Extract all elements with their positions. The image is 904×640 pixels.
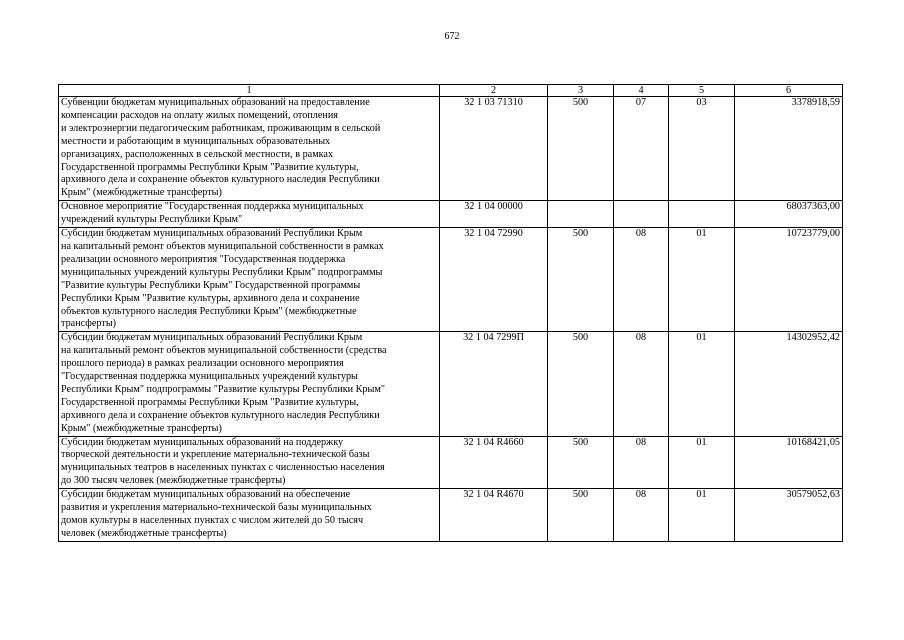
row-description: Субсидии бюджетам муниципальных образований Республики Крым на капитальный ремонт объектов муниципальной собственности (средства прошлого периода) в рамках реализации основного мероприятия "Государственная поддержка муниципальных учреждений культуры Республики Крым" подпрограммы "Развитие культуры Республики Крым" Государственной программы Республики Крым "Развитие культуры, архивного дела и сохранение объектов культурного наследия Республики Крым" (межбюджетные трансферты) [59,332,440,436]
row-amount: 3378918,59 [735,97,843,201]
row-section: 08 [614,489,669,542]
table-row [59,489,843,542]
row-target-code: 32 1 04 R4670 [440,489,548,542]
row-target-code: 32 1 04 7299П [440,332,548,436]
row-subsection: 03 [669,97,735,201]
column-header: 4 [614,85,669,97]
row-section [614,201,669,228]
row-amount: 10723779,00 [735,228,843,332]
row-target-code: 32 1 04 72990 [440,228,548,332]
column-header: 1 [59,85,440,97]
table-row [59,436,843,489]
row-amount: 68037363,00 [735,201,843,228]
row-amount: 14302952,42 [735,332,843,436]
page-number: 672 [444,31,460,42]
column-header: 6 [735,85,843,97]
table-row [59,228,843,332]
row-amount: 30579052,63 [735,489,843,542]
row-target-code: 32 1 03 71310 [440,97,548,201]
row-expense-type [548,201,614,228]
row-section: 08 [614,228,669,332]
row-subsection: 01 [669,332,735,436]
column-header: 2 [440,85,548,97]
row-section: 07 [614,97,669,201]
row-target-code: 32 1 04 00000 [440,201,548,228]
row-expense-type: 500 [548,332,614,436]
row-description: Субсидии бюджетам муниципальных образований на обеспечение развития и укрепления материально-технической базы муниципальных домов культуры в населенных пунктах с числом жителей до 50 тысяч человек (межбюджетные трансферты) [59,489,440,542]
row-subsection: 01 [669,228,735,332]
row-amount: 10168421,05 [735,436,843,489]
row-section: 08 [614,332,669,436]
column-header: 3 [548,85,614,97]
row-subsection [669,201,735,228]
column-header: 5 [669,85,735,97]
row-expense-type: 500 [548,436,614,489]
table-row [59,332,843,436]
row-description: Субсидии бюджетам муниципальных образований Республики Крым на капитальный ремонт объектов муниципальной собственности в рамках реализации основного мероприятия "Государственная поддержка муниципальных учреждений культуры Республики Крым" подпрограммы "Развитие культуры Республики Крым" Государственной программы Республики Крым "Развитие культуры, архивного дела и сохранение объектов культурного наследия Республики Крым" (межбюджетные трансферты) [59,228,440,332]
row-description: Основное мероприятие "Государственная поддержка муниципальных учреждений культуры Республики Крым" [59,201,440,228]
table-header-row [59,85,843,97]
row-expense-type: 500 [548,228,614,332]
row-section: 08 [614,436,669,489]
row-subsection: 01 [669,436,735,489]
row-target-code: 32 1 04 R4660 [440,436,548,489]
row-expense-type: 500 [548,489,614,542]
table-row [59,201,843,228]
row-subsection: 01 [669,489,735,542]
row-expense-type: 500 [548,97,614,201]
row-description: Субсидии бюджетам муниципальных образований на поддержку творческой деятельности и укрепление материально-технической базы муниципальных театров в населенных пунктах с численностью населения до 300 тысяч человек (межбюджетные трансферты) [59,436,440,489]
table-row [59,97,843,201]
row-description: Субвенции бюджетам муниципальных образований на предоставление компенсации расходов на оплату жилых помещений, отопления и электроэнергии педагогическим работникам, проживающим в сельской местности и работающим в муниципальных образовательных организациях, расположенных в сельской местности, в рамках Государственной программы Республики Крым "Развитие культуры, архивного дела и сохранение объектов культурного наследия Республики Крым" (межбюджетные трансферты) [59,97,440,201]
budget-table [58,84,843,542]
